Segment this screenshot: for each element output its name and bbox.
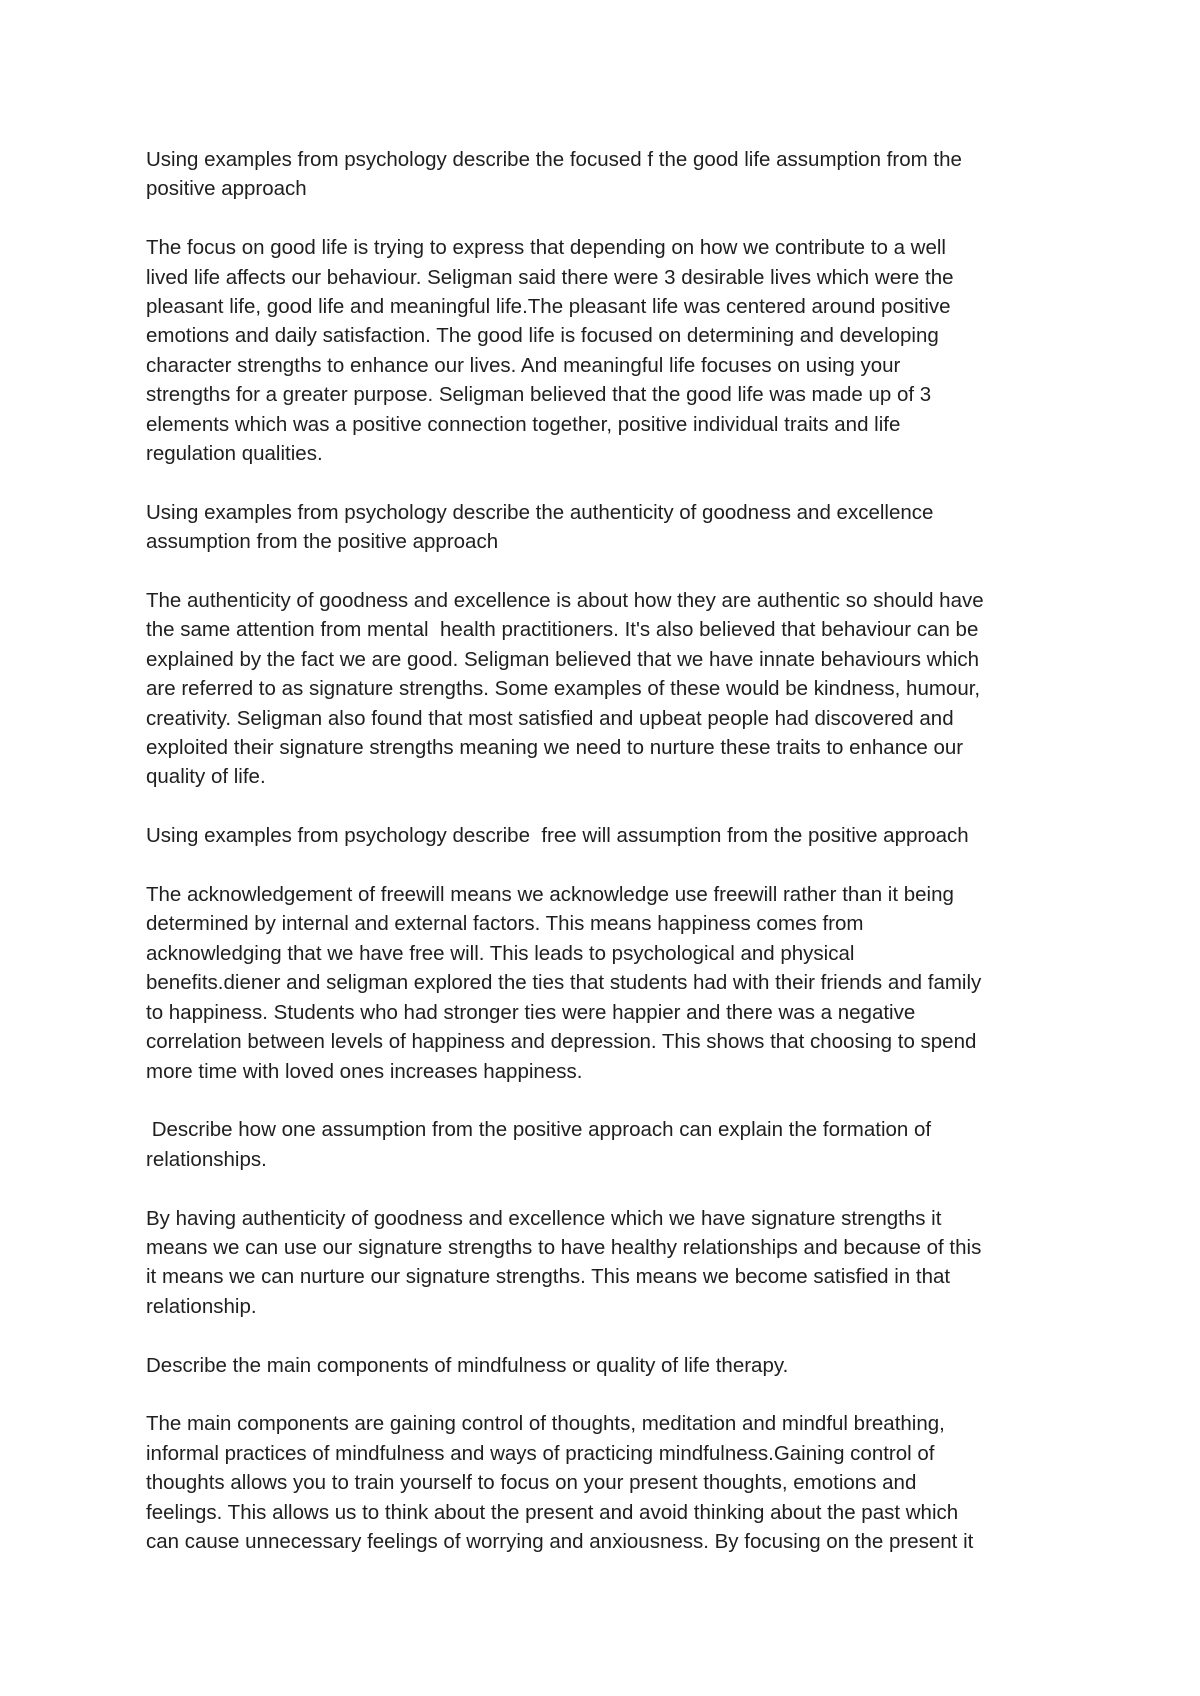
text-line: it means we can nurture our signature strengths. This means we become satisfied in that xyxy=(146,1265,951,1289)
question-paragraph xyxy=(146,1115,1076,1174)
text-line: pleasant life, good life and meaningful life.The pleasant life was centered around positive xyxy=(146,295,951,319)
text-line: correlation between levels of happiness and depression. This shows that choosing to spend xyxy=(146,1030,977,1054)
text-line: emotions and daily satisfaction. The good life is focused on determining and developing xyxy=(146,324,939,348)
question-paragraph xyxy=(146,821,1076,850)
text-line: Describe the main components of mindfulness or quality of life therapy. xyxy=(146,1353,789,1377)
text-line: relationship. xyxy=(146,1294,257,1318)
text-line: are referred to as signature strengths. Some examples of these would be kindness, humour, xyxy=(146,677,981,701)
text-line: positive approach xyxy=(146,177,307,201)
text-line: informal practices of mindfulness and ways of practicing mindfulness.Gaining control of xyxy=(146,1441,935,1465)
question-paragraph xyxy=(146,1351,1076,1380)
text-line: Using examples from psychology describe free will assumption from the positive approach xyxy=(146,824,969,848)
text-line: quality of life. xyxy=(146,765,266,789)
text-line: determined by internal and external factors. This means happiness comes from xyxy=(146,912,864,936)
text-line: Using examples from psychology describe the authenticity of goodness and excellence xyxy=(146,500,934,524)
text-line: The authenticity of goodness and excellence is about how they are authentic so should have xyxy=(146,589,984,613)
text-line: regulation qualities. xyxy=(146,442,323,466)
text-line: acknowledging that we have free will. This leads to psychological and physical xyxy=(146,941,855,965)
text-line: feelings. This allows us to think about the present and avoid thinking about the past which xyxy=(146,1500,959,1524)
question-paragraph xyxy=(146,498,1076,557)
text-line: The acknowledgement of freewill means we acknowledge use freewill rather than it being xyxy=(146,883,954,907)
text-line: strengths for a greater purpose. Seligman believed that the good life was made up of 3 xyxy=(146,383,932,407)
text-line: By having authenticity of goodness and excellence which we have signature strengths it xyxy=(146,1206,942,1230)
text-line: assumption from the positive approach xyxy=(146,530,499,554)
text-line: thoughts allows you to train yourself to focus on your present thoughts, emotions and xyxy=(146,1471,917,1495)
text-line: more time with loved ones increases happiness. xyxy=(146,1059,583,1083)
text-line: the same attention from mental health practitioners. It's also believed that behaviour can be xyxy=(146,618,979,642)
answer-paragraph xyxy=(146,1409,1076,1556)
answer-paragraph xyxy=(146,880,1076,1086)
answer-paragraph xyxy=(146,233,1076,468)
text-line: character strengths to enhance our lives. And meaningful life focuses on using your xyxy=(146,353,901,377)
text-line: exploited their signature strengths meaning we need to nurture these traits to enhance our xyxy=(146,736,964,760)
question-paragraph xyxy=(146,145,1076,204)
text-line: Describe how one assumption from the positive approach can explain the formation of xyxy=(146,1118,932,1142)
answer-paragraph xyxy=(146,1204,1076,1322)
text-line: elements which was a positive connection together, positive individual traits and life xyxy=(146,412,901,436)
document-body xyxy=(146,145,1076,1586)
answer-paragraph xyxy=(146,586,1076,792)
text-line: benefits.diener and seligman explored the ties that students had with their friends and family xyxy=(146,971,982,995)
text-line: The main components are gaining control of thoughts, meditation and mindful breathing, xyxy=(146,1412,945,1436)
text-line: relationships. xyxy=(146,1147,267,1171)
text-line: creativity. Seligman also found that most satisfied and upbeat people had discovered and xyxy=(146,706,954,730)
text-line: lived life affects our behaviour. Seligman said there were 3 desirable lives which were the xyxy=(146,265,954,289)
text-line: The focus on good life is trying to express that depending on how we contribute to a well xyxy=(146,236,946,260)
text-line: to happiness. Students who had stronger ties were happier and there was a negative xyxy=(146,1000,916,1024)
text-line: means we can use our signature strengths to have healthy relationships and because of this xyxy=(146,1235,982,1259)
text-line: can cause unnecessary feelings of worrying and anxiousness. By focusing on the present it xyxy=(146,1529,974,1553)
text-line: explained by the fact we are good. Seligman believed that we have innate behaviours which xyxy=(146,647,980,671)
text-line: Using examples from psychology describe the focused f the good life assumption from the xyxy=(146,148,962,171)
